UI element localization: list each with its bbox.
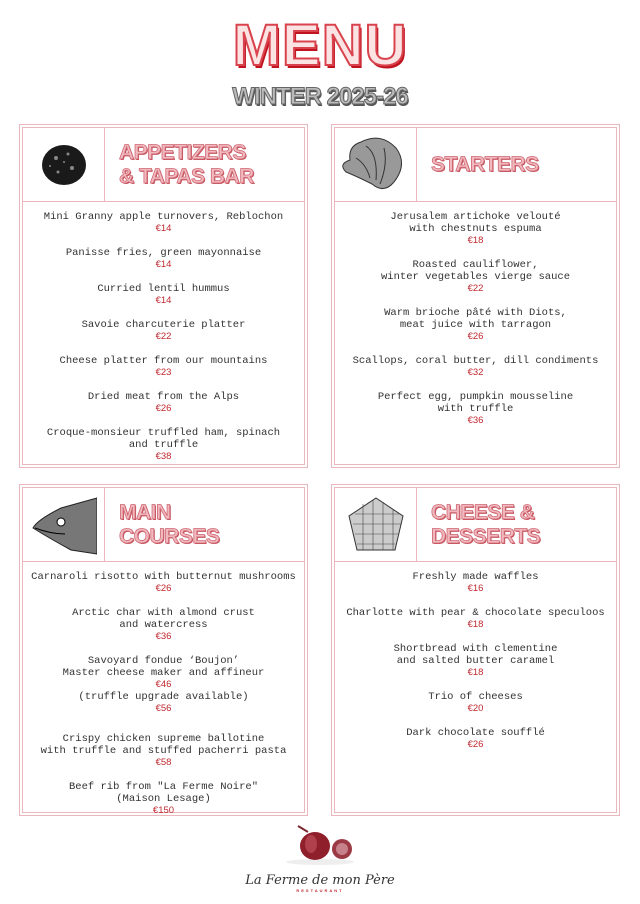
menu-item [23,781,304,817]
item-price: €46 [155,679,172,690]
item-name: Curried lentil hummus [97,283,230,295]
section-title [417,128,616,201]
menu-item [23,427,304,463]
item-name: Dried meat from the Alps [87,391,240,403]
brand-name: La Ferme de mon Père [245,873,395,888]
section-title-line: CHEESE & [431,500,535,524]
cabbage-icon [335,128,417,201]
menu-item [23,391,304,415]
section-appetizers [19,124,308,468]
section-header [23,128,304,202]
menu-item [335,691,616,715]
section-header [23,488,304,562]
section-header [335,488,616,562]
item-name: Shortbread with clementine and salted butter caramel [393,643,558,667]
item-price: €36 [155,631,172,642]
item-price: €14 [155,223,172,234]
section-title-line: STARTERS [431,152,539,176]
item-price: €18 [467,667,484,678]
item-price: €32 [467,367,484,378]
section-title-line: APPETIZERS [119,140,246,164]
item-name: Freshly made waffles [412,571,539,583]
section-cheese-desserts [331,484,620,816]
item-price: €14 [155,295,172,306]
menu-item [335,727,616,751]
menu-item [23,283,304,307]
item-name: Scallops, coral butter, dill condiments [352,355,599,367]
menu-item [335,259,616,295]
item-name: Crispy chicken supreme ballotine with truffle and stuffed pacherri pasta [40,733,287,757]
item-name: Carnaroli risotto with butternut mushrooms [31,571,296,583]
item-extra: (truffle upgrade available) [78,691,249,703]
section-title-line: MAIN [119,500,171,524]
item-name: Dark chocolate soufflé [406,727,545,739]
section-title-line: DESSERTS [431,524,541,548]
item-price: €26 [467,739,484,750]
menu-item [23,319,304,343]
fish-icon [23,488,105,561]
item-price: €18 [467,619,484,630]
truffle-icon [23,128,105,201]
section-header [335,128,616,202]
menu-item [23,355,304,379]
brand-tagline: RESTAURANT [296,888,344,893]
section-title-line: & TAPAS BAR [119,164,254,188]
item-name: Mini Granny apple turnovers, Reblochon [43,211,284,223]
item-name: Savoie charcuterie platter [81,319,246,331]
waffle-icon [335,488,417,561]
item-name: Charlotte with pear & chocolate speculoos [346,607,605,619]
menu-item [335,307,616,343]
item-price: €18 [467,235,484,246]
menu-item [335,355,616,379]
item-price: €58 [155,757,172,768]
item-price: €26 [155,583,172,594]
item-price: €26 [467,331,484,342]
menu-item [23,211,304,235]
item-name: Jerusalem artichoke velouté with chestnuts espuma [390,211,561,235]
item-price: €26 [155,403,172,414]
item-price: €23 [155,367,172,378]
item-price: €22 [155,331,172,342]
item-extra-price: €56 [155,703,172,714]
menu-item [335,607,616,631]
section-title [105,128,304,201]
onion-icon [280,822,360,866]
item-name: Beef rib from "La Ferme Noire" (Maison Lesage) [68,781,259,805]
item-price: €16 [467,583,484,594]
menu-item [335,391,616,427]
item-price: €20 [467,703,484,714]
item-name: Savoyard fondue ‘Boujon’ Master cheese maker and affineur [62,655,265,679]
menu-item [23,247,304,271]
menu-item [335,571,616,595]
menu-subtitle: WINTER 2025-26 [232,83,408,110]
item-price: €38 [155,451,172,462]
item-name: Roasted cauliflower, winter vegetables vierge sauce [380,259,571,283]
item-price: €14 [155,259,172,270]
menu-item [335,643,616,679]
menu-item [335,211,616,247]
item-price: €36 [467,415,484,426]
section-title-line: COURSES [119,524,220,548]
item-name: Warm brioche pâté with Diots, meat juice with tarragon [384,307,567,331]
item-price: €22 [467,283,484,294]
menu-item [23,733,304,769]
item-name: Trio of cheeses [428,691,523,703]
item-name: Arctic char with almond crust and watercress [72,607,255,631]
item-name: Cheese platter from our mountains [59,355,268,367]
section-main-courses [19,484,308,816]
restaurant-logo [0,822,640,893]
menu-item [23,655,304,721]
item-price: €150 [152,805,175,816]
menu-item [23,571,304,595]
menu-title: MENU [232,13,408,78]
section-title [417,488,616,561]
section-title [105,488,304,561]
item-name: Croque-monsieur truffled ham, spinach and truffle [46,427,281,451]
section-starters [331,124,620,468]
menu-item [23,607,304,643]
item-name: Perfect egg, pumpkin mousseline with truffle [377,391,574,415]
item-name: Panisse fries, green mayonnaise [65,247,262,259]
